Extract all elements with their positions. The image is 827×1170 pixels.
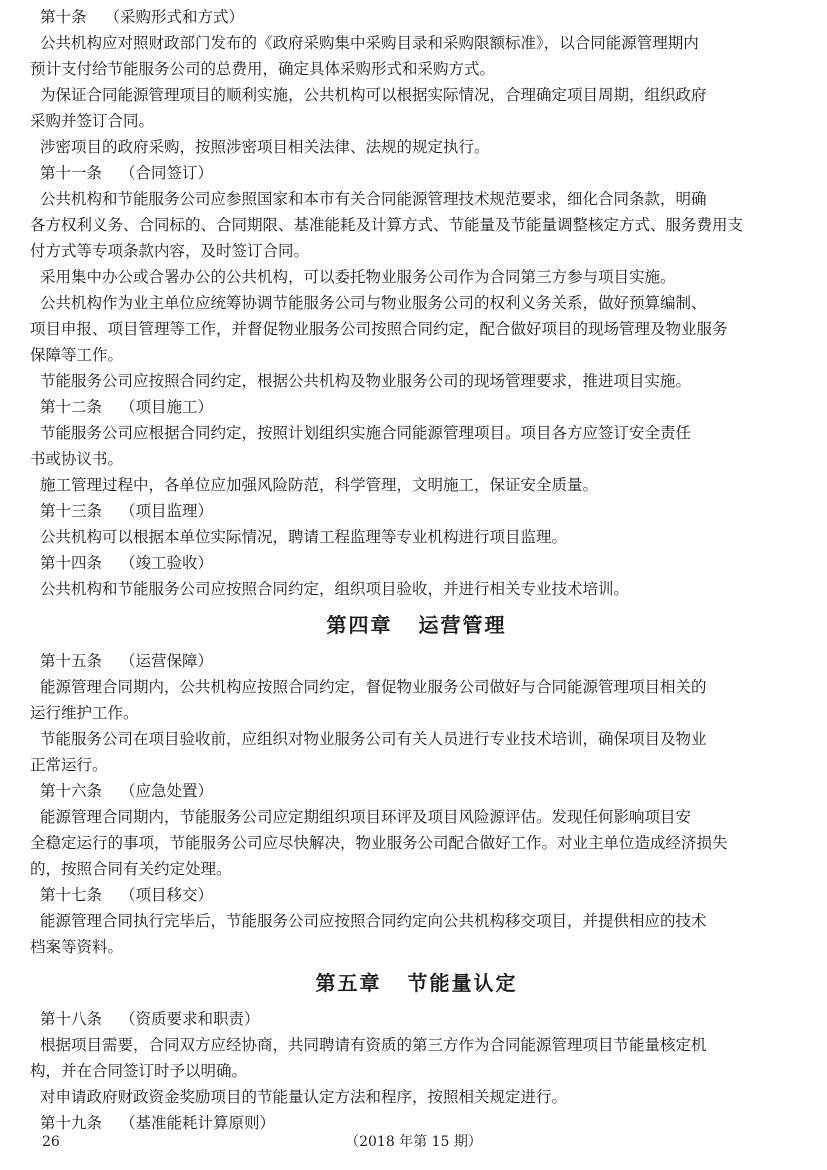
chapter-title: 运营管理	[418, 613, 507, 637]
paragraph-line: 能源管理合同期内，公共机构应按照合同约定，督促物业服务公司做好与合同能源管理项目相关的	[40, 678, 707, 696]
article-title: （竣工验收）	[120, 554, 214, 572]
article-heading	[30, 4, 803, 30]
paragraph-line: 书或协议书。	[30, 450, 124, 468]
paragraph-line: 公共机构和节能服务公司应参照国家和本市有关合同能源管理技术规范要求，细化合同条款，明确	[40, 190, 707, 208]
paragraph-line: 能源管理合同期内，节能服务公司应定期组织项目环评及项目风险源评估。发现任何影响项目安	[40, 808, 692, 826]
article-title: （基准能耗计算原则）	[120, 1114, 276, 1132]
article-number: 第十七条	[40, 886, 103, 904]
paragraph	[30, 82, 803, 134]
chapter-heading	[30, 966, 803, 1000]
paragraph-line: 保障等工作。	[30, 346, 124, 364]
paragraph-line: 预计支付给节能服务公司的总费用，确定具体采购形式和采购方式。	[30, 60, 496, 78]
issue-label: （2018 年第 15 期）	[345, 1134, 482, 1150]
chapter-number: 第五章	[315, 971, 382, 995]
paragraph-line: 档案等资料。	[30, 938, 124, 956]
article-title: （运营保障）	[120, 652, 214, 670]
paragraph-line: 公共机构和节能服务公司应按照合同约定，组织项目验收，并进行相关专业技术培训。	[40, 580, 630, 598]
paragraph	[30, 368, 803, 394]
paragraph	[30, 134, 803, 160]
paragraph	[30, 472, 803, 498]
paragraph-line: 各方权利义务、合同标的、合同期限、基准能耗及计算方式、节能量及节能量调整核定方式、服务费用支	[30, 216, 744, 234]
article-heading	[30, 160, 803, 186]
paragraph-line: 构，并在合同签订时予以明确。	[30, 1062, 248, 1080]
chapter-heading	[30, 608, 803, 642]
article-number: 第十五条	[40, 652, 103, 670]
paragraph-line: 节能服务公司应按照合同约定，根据公共机构及物业服务公司的现场管理要求，推进项目实施。	[40, 372, 692, 390]
article-number: 第十六条	[40, 782, 103, 800]
paragraph-line: 为保证合同能源管理项目的顺利实施，公共机构可以根据实际情况，合理确定项目周期，组织政府	[40, 86, 707, 104]
paragraph	[30, 908, 803, 960]
paragraph	[30, 726, 803, 778]
paragraph-line: 节能服务公司在项目验收前，应组织对物业服务公司有关人员进行专业技术培训，确保项目及物业	[40, 730, 707, 748]
paragraph-line: 公共机构可以根据本单位实际情况，聘请工程监理等专业机构进行项目监理。	[40, 528, 568, 546]
article-title: （项目监理）	[120, 502, 214, 520]
paragraph	[30, 1032, 803, 1084]
paragraph	[30, 674, 803, 726]
article-title: （资质要求和职责）	[120, 1010, 260, 1028]
paragraph-line: 涉密项目的政府采购，按照涉密项目相关法律、法规的规定执行。	[40, 138, 490, 156]
article-title: （应急处置）	[120, 782, 214, 800]
paragraph-line: 项目申报、项目管理等工作，并督促物业服务公司按照合同约定，配合做好项目的现场管理及物业服务	[30, 320, 728, 338]
paragraph-line: 的，按照合同有关约定处理。	[30, 860, 232, 878]
paragraph-line: 采购并签订合同。	[30, 112, 155, 130]
chapter-number: 第四章	[326, 613, 393, 637]
paragraph-line: 根据项目需要，合同双方应经协商，共同聘请有资质的第三方作为合同能源管理项目节能量核定机	[40, 1036, 707, 1054]
page-number: 26	[42, 1134, 60, 1150]
article-number: 第十三条	[40, 502, 103, 520]
paragraph	[30, 1084, 803, 1110]
article-title: （采购形式和方式）	[104, 8, 245, 26]
paragraph-line: 能源管理合同执行完毕后，节能服务公司应按照合同约定向公共机构移交项目，并提供相应的技术	[40, 912, 707, 930]
article-heading	[30, 550, 803, 576]
article-heading	[30, 778, 803, 804]
paragraph-line: 付方式等专项条款内容，及时签订合同。	[30, 242, 310, 260]
article-heading	[30, 1006, 803, 1032]
paragraph-line: 公共机构应对照财政部门发布的《政府采购集中采购目录和采购限额标准》，以合同能源管理期内	[40, 34, 699, 52]
paragraph-line: 全稳定运行的事项，节能服务公司应尽快解决，物业服务公司配合做好工作。对业主单位造成经济损失	[30, 834, 728, 852]
article-number: 第十一条	[40, 164, 103, 182]
paragraph	[30, 186, 803, 264]
article-heading	[30, 882, 803, 908]
paragraph-line: 施工管理过程中，各单位应加强风险防范，科学管理，文明施工，保证安全质量。	[40, 476, 599, 494]
paragraph-line: 对申请政府财政资金奖励项目的节能量认定方法和程序，按照相关规定进行。	[40, 1088, 568, 1106]
article-number: 第十九条	[40, 1114, 103, 1132]
article-title: （项目移交）	[120, 886, 214, 904]
paragraph	[30, 30, 803, 82]
paragraph-line: 采用集中办公或合署办公的公共机构，可以委托物业服务公司作为合同第三方参与项目实施。	[40, 268, 676, 286]
paragraph	[30, 290, 803, 368]
paragraph	[30, 420, 803, 472]
article-title: （项目施工）	[120, 398, 214, 416]
paragraph	[30, 264, 803, 290]
document-body	[30, 4, 803, 1136]
paragraph	[30, 576, 803, 602]
page-footer	[0, 1130, 827, 1154]
article-number: 第十四条	[40, 554, 103, 572]
chapter-title: 节能量认定	[407, 971, 518, 995]
paragraph	[30, 804, 803, 882]
article-heading	[30, 394, 803, 420]
article-number: 第十二条	[40, 398, 103, 416]
paragraph-line: 正常运行。	[30, 756, 108, 774]
paragraph-line: 运行维护工作。	[30, 704, 139, 722]
paragraph	[30, 524, 803, 550]
article-heading	[30, 498, 803, 524]
paragraph-line: 公共机构作为业主单位应统筹协调节能服务公司与物业服务公司的权利义务关系，做好预算编制、	[40, 294, 707, 312]
article-title: （合同签订）	[120, 164, 214, 182]
paragraph-line: 节能服务公司应根据合同约定，按照计划组织实施合同能源管理项目。项目各方应签订安全责任	[40, 424, 692, 442]
article-heading	[30, 648, 803, 674]
article-number: 第十条	[40, 8, 87, 26]
article-number: 第十八条	[40, 1010, 103, 1028]
